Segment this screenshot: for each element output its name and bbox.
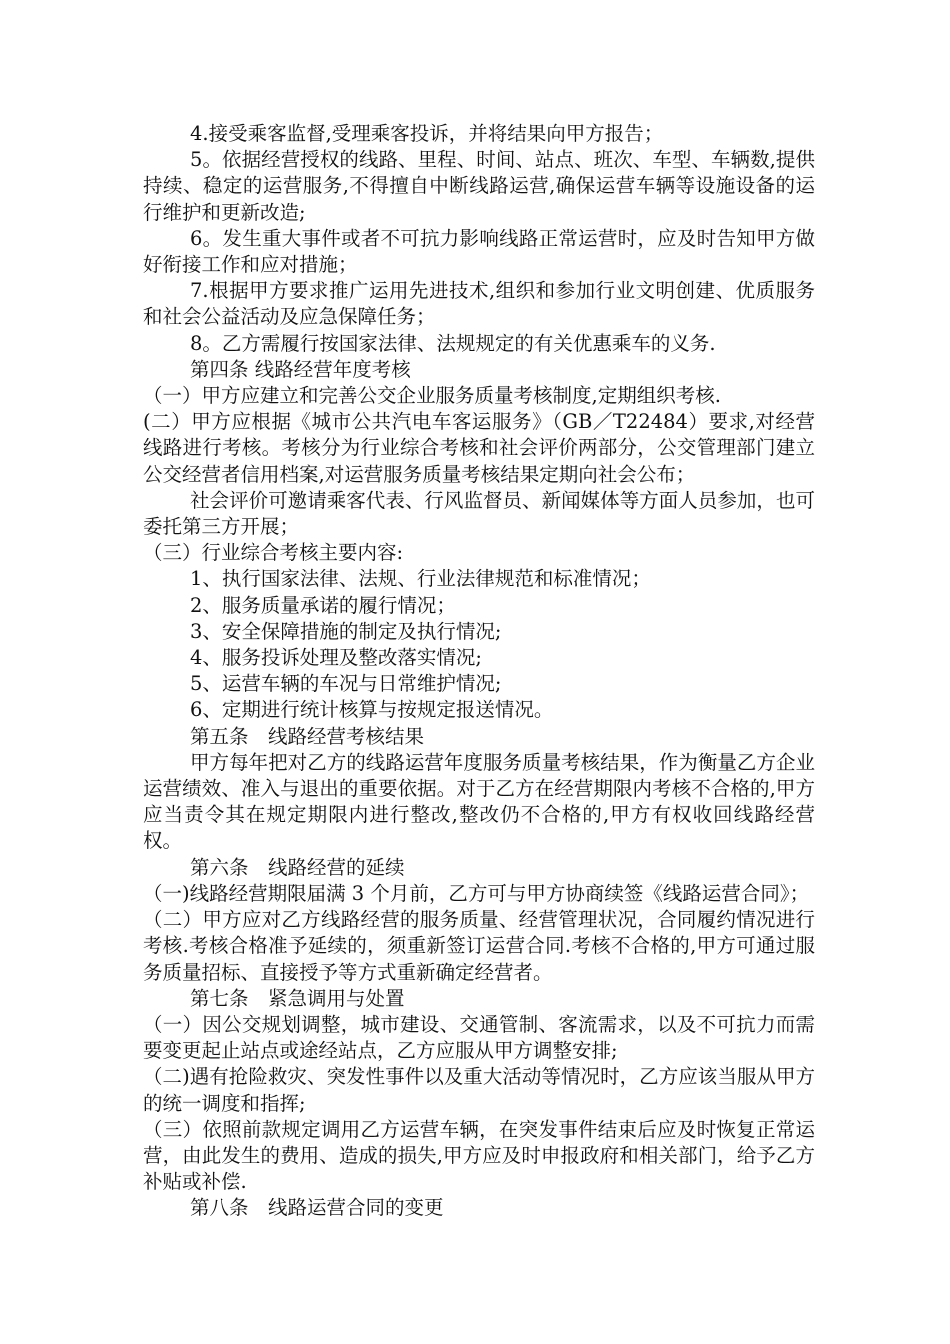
paragraph-item-5: 5。依据经营授权的线路、里程、时间、站点、班次、车型、车辆数,提供持续、稳定的运营服务,不得擅自中断线路运营,确保运营车辆等设施设备的运行维护和更新改造; xyxy=(143,148,815,224)
assessment-item-5: 5、运营车辆的车况与日常维护情况; xyxy=(190,672,502,696)
document-page xyxy=(143,121,815,1222)
paragraph-item-8: 8。乙方需履行按国家法律、法规规定的有关优惠乘车的义务. xyxy=(190,331,716,355)
clause-7-3: （三）依照前款规定调用乙方运营车辆，在突发事件结束后应及时恢复正常运营，由此发生的费用、造成的损失,甲方应及时申报政府和相关部门，给予乙方补贴或补偿. xyxy=(143,1117,815,1194)
assessment-item-1: 1、执行国家法律、法规、行业法律规范和标准情况； xyxy=(190,567,651,591)
social-evaluation-paragraph: 社会评价可邀请乘客代表、行风监督员、新闻媒体等方面人员参加，也可委托第三方开展； xyxy=(143,488,815,539)
clause-4-2: (二）甲方应根据《城市公共汽电车客运服务》（GB／T22484）要求,对经营线路进行考核。考核分为行业综合考核和社会评价两部分，公交管理部门建立公交经营者信用档案,对运营服务质量考核结果定期向社会公布； xyxy=(143,410,815,486)
article-8-heading: 第八条 线路运营合同的变更 xyxy=(190,1196,444,1220)
article-4-heading: 第四条 线路经营年度考核 xyxy=(190,357,411,381)
clause-4-3: （三）行业综合考核主要内容: xyxy=(143,541,404,565)
clause-6-2: （二）甲方应对乙方线路经营的服务质量、经营管理状况，合同履约情况进行考核.考核合格准予延续的，须重新签订运营合同.考核不合格的,甲方可通过服务质量招标、直接授予等方式重新确定经营者。 xyxy=(143,908,815,984)
paragraph-item-6: 6。发生重大事件或者不可抗力影响线路正常运营时，应及时告知甲方做好衔接工作和应对措施； xyxy=(143,226,815,277)
article-6-heading: 第六条 线路经营的延续 xyxy=(190,855,405,879)
article-7-heading: 第七条 紧急调用与处置 xyxy=(190,986,405,1010)
clause-6-1: （一)线路经营期限届满 3 个月前，乙方可与甲方协商续签《线路运营合同》； xyxy=(143,881,810,905)
assessment-item-2: 2、服务质量承诺的履行情况； xyxy=(190,593,456,617)
paragraph-item-7: 7.根据甲方要求推广运用先进技术,组织和参加行业文明创建、优质服务和社会公益活动及应急保障任务； xyxy=(143,279,815,329)
assessment-item-3: 3、安全保障措施的制定及执行情况; xyxy=(190,619,502,643)
article-5-heading: 第五条 线路经营考核结果 xyxy=(190,724,425,748)
assessment-item-4: 4、服务投诉处理及整改落实情况; xyxy=(190,646,482,670)
clause-7-1: （一）因公交规划调整，城市建设、交通管制、客流需求，以及不可抗力而需要变更起止站点或途经站点，乙方应服从甲方调整安排; xyxy=(143,1012,815,1063)
clause-4-1: （一）甲方应建立和完善公交企业服务质量考核制度,定期组织考核. xyxy=(143,384,721,408)
clause-7-2: （二)遇有抢险救灾、突发性事件以及重大活动等情况时，乙方应该当服从甲方的统一调度和指挥; xyxy=(143,1065,815,1115)
assessment-item-6: 6、定期进行统计核算与按规定报送情况。 xyxy=(190,698,554,722)
article-5-body: 甲方每年把对乙方的线路运营年度服务质量考核结果，作为衡量乙方企业运营绩效、准入与退出的重要依据。对于乙方在经营期限内考核不合格的,甲方应当责令其在规定期限内进行整改,整改仍不合格的,甲方有权收回线路经营权。 xyxy=(143,750,815,853)
paragraph-item-4: 4.接受乘客监督,受理乘客投诉，并将结果向甲方报告； xyxy=(190,122,664,145)
